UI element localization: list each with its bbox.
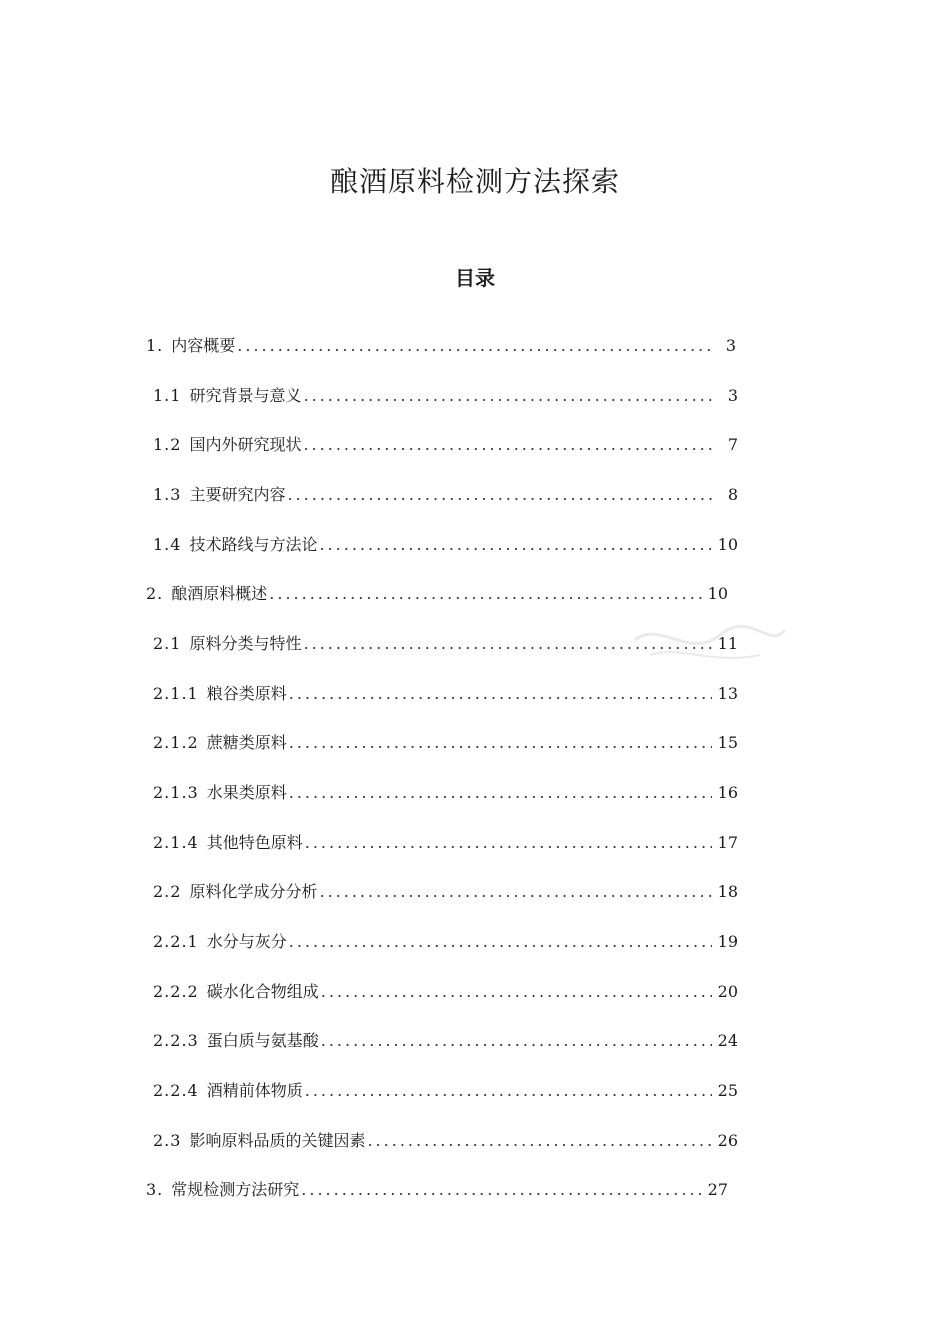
toc-entry-number: 2.2.2: [153, 982, 199, 1001]
toc-entry-page: 3: [725, 336, 736, 355]
toc-entry[interactable]: [153, 629, 738, 659]
toc-entry-page: 13: [717, 684, 738, 703]
toc-entry-title: 内容概要: [171, 336, 236, 355]
toc-entry[interactable]: [153, 679, 738, 709]
toc-entry-number: 2.3: [153, 1131, 182, 1150]
toc-entry-page: 8: [727, 485, 738, 504]
toc-entry-number: 2.2.4: [153, 1081, 199, 1100]
toc-entry-page: 25: [717, 1081, 738, 1100]
toc-entry-page: 7: [727, 435, 738, 454]
toc-entry[interactable]: [153, 778, 738, 808]
toc-entry[interactable]: [153, 1026, 738, 1056]
toc-dot-leader: [319, 877, 712, 907]
toc-entry-number: 2.1.1: [153, 684, 199, 703]
toc-entry-title: 水分与灰分: [206, 932, 287, 951]
toc-entry-number: 2.1.4: [153, 833, 199, 852]
toc-entry-page: 26: [717, 1131, 738, 1150]
toc-entry-title: 技术路线与方法论: [189, 535, 318, 554]
toc-entry-number: 2.1.3: [153, 783, 199, 802]
toc-entry-page: 17: [717, 833, 738, 852]
toc-dot-leader: [321, 977, 712, 1007]
toc-entry[interactable]: [153, 480, 738, 510]
toc-entry-title: 常规检测方法研究: [171, 1180, 300, 1199]
toc-dot-leader: [237, 331, 710, 361]
toc-dot-leader: [305, 1076, 712, 1106]
toc-entry[interactable]: [146, 1175, 728, 1205]
toc-entry-title: 酿酒原料概述: [171, 584, 268, 603]
toc-dot-leader: [287, 480, 712, 510]
toc-entry-title: 影响原料品质的关键因素: [189, 1131, 366, 1150]
toc-entry-page: 27: [707, 1180, 728, 1199]
toc-entry-title: 水果类原料: [206, 783, 287, 802]
toc-entry[interactable]: [153, 877, 738, 907]
toc-entry-page: 20: [717, 982, 738, 1001]
toc-entry-page: 16: [717, 783, 738, 802]
toc-entry-number: 2.2: [153, 882, 182, 901]
toc-dot-leader: [305, 828, 712, 858]
toc-entry[interactable]: [153, 828, 738, 858]
toc-entry-title: 原料分类与特性: [189, 634, 302, 653]
toc-dot-leader: [269, 579, 702, 609]
toc-dot-leader: [301, 1175, 702, 1205]
toc-entry[interactable]: [153, 530, 738, 560]
toc-entry-page: 18: [717, 882, 738, 901]
toc-entry[interactable]: [146, 579, 728, 609]
toc-entry-page: 10: [707, 584, 728, 603]
toc-dot-leader: [303, 430, 712, 460]
toc-entry-number: 2.1: [153, 634, 182, 653]
toc-entry-page: 11: [717, 634, 738, 653]
toc-entry-number: 2.: [146, 584, 164, 603]
toc-entry-title: 蛋白质与氨基酸: [206, 1031, 319, 1050]
toc-entry-number: 1.4: [153, 535, 182, 554]
toc-entry-number: 1.: [146, 336, 164, 355]
toc-dot-leader: [367, 1126, 712, 1156]
toc-entry-number: 2.1.2: [153, 733, 199, 752]
toc-entry[interactable]: [153, 381, 738, 411]
toc-entry-title: 蔗糖类原料: [206, 733, 287, 752]
toc-entry-page: 15: [717, 733, 738, 752]
toc-entry[interactable]: [153, 430, 738, 460]
toc-entry-number: 2.2.3: [153, 1031, 199, 1050]
toc-entry-title: 碳水化合物组成: [206, 982, 319, 1001]
toc-entry[interactable]: [153, 728, 738, 758]
toc-entry-number: 1.3: [153, 485, 182, 504]
toc-entry-number: 3.: [146, 1180, 164, 1199]
toc-entry-title: 原料化学成分分析: [189, 882, 318, 901]
toc-entry[interactable]: [153, 927, 738, 957]
toc-entry-page: 10: [717, 535, 738, 554]
toc-dot-leader: [319, 530, 712, 560]
toc-entry[interactable]: [153, 1126, 738, 1156]
toc-entry-page: 19: [717, 932, 738, 951]
toc-entry-number: 1.1: [153, 386, 182, 405]
toc-entry-title: 其他特色原料: [206, 833, 303, 852]
toc-entry-number: 1.2: [153, 435, 182, 454]
toc-entry-number: 2.2.1: [153, 932, 199, 951]
toc-dot-leader: [303, 629, 712, 659]
toc-dot-leader: [321, 1026, 712, 1056]
toc-dot-leader: [303, 381, 712, 411]
toc-entry-title: 酒精前体物质: [206, 1081, 303, 1100]
toc-entry[interactable]: [146, 331, 736, 361]
toc-entry-title: 国内外研究现状: [189, 435, 302, 454]
toc-dot-leader: [289, 679, 712, 709]
toc-entry[interactable]: [153, 977, 738, 1007]
toc-entry-page: 24: [717, 1031, 738, 1050]
toc-dot-leader: [289, 778, 712, 808]
toc-entry-page: 3: [727, 386, 738, 405]
toc-dot-leader: [289, 927, 712, 957]
toc-entry-title: 主要研究内容: [189, 485, 286, 504]
toc-entry-title: 研究背景与意义: [189, 386, 302, 405]
document-title: 酿酒原料检测方法探索: [329, 165, 620, 198]
toc-dot-leader: [289, 728, 712, 758]
toc-entry-title: 粮谷类原料: [206, 684, 287, 703]
toc-heading: 目录: [455, 266, 495, 290]
toc-entry[interactable]: [153, 1076, 738, 1106]
